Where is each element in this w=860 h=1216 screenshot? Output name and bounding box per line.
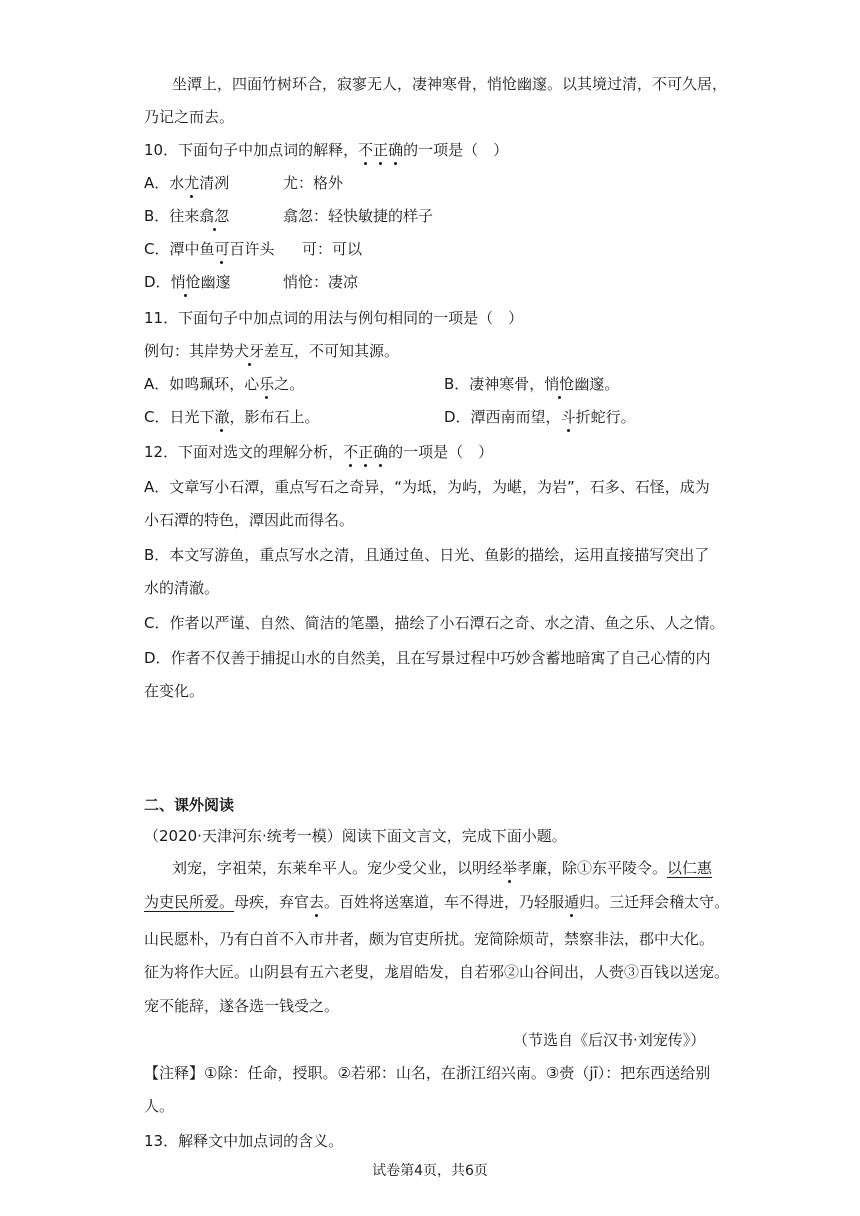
q11-example-dotted-word: 犬牙 (234, 342, 265, 360)
q12-option-a-line-2: 小石潭的特色，潭因此而得名。 (144, 511, 355, 529)
q10-option-a (144, 173, 229, 193)
q11-example (144, 341, 399, 361)
q10-c-post: 百许头 (229, 240, 275, 258)
passage1-line-1: 坐潭上，四面竹树环合，寂寥无人，凄神寒骨，悄怆幽邃。以其境过清，不可久居， (172, 75, 728, 93)
q10-option-c (144, 239, 275, 259)
q12-option-d-line-1: D．作者不仅善于捕捉山水的自然美，且在写景过程中巧妙含蓄地暗寓了自己心情的内 (144, 649, 711, 667)
notes-label: 【注释】 (144, 1064, 205, 1082)
q10-option-b (144, 206, 229, 226)
passage2-line-1 (172, 858, 712, 878)
q10-d-dotted-word: 悄怆 (170, 273, 201, 291)
passage2-source: （节选自《后汉书·刘宠传》） (513, 1031, 706, 1049)
passage2-l2-text-a: 母疾，弃官 (234, 893, 310, 911)
q10-a-pre: A．水 (144, 174, 185, 192)
q11-d-post: 折蛇行。 (575, 408, 636, 426)
q12-stem-text: 12．下面对选文的理解分析， (144, 443, 344, 461)
passage2-line-4: 征为将作大匠。山阴县有五六老叟，尨眉皓发，自若邪②山谷间出，人赍③百钱以送宠。 (144, 963, 730, 981)
q10-stem-tail: 的一项是（ ） (403, 141, 509, 159)
q12-option-a-line-1: A．文章写小石潭，重点写石之奇异，“为坻，为屿，为嵁，为岩”，石多、石怪，成为 (144, 478, 710, 496)
q11-d-pre: D．潭西南而望， (444, 408, 561, 426)
section-heading: 二、课外阅读 (144, 796, 235, 814)
q11-c-post: ，影布石上。 (229, 408, 320, 426)
passage2-line-5: 宠不能辞，遂各选一钱受之。 (144, 997, 340, 1015)
passage2-dotted-dun: 遁 (564, 893, 580, 911)
passage2-dotted-ju: 举 (502, 859, 518, 877)
q10-b-dotted-word: 翕忽 (199, 207, 230, 225)
passage1-line-2: 乃记之而去。 (144, 108, 235, 126)
passage2-underlined-1: 以仁惠 (667, 859, 713, 877)
q10-a-post: 清冽 (199, 174, 230, 192)
q11-example-post: 差互，不可知其源。 (264, 342, 400, 360)
q10-c-dotted-word: 可 (214, 240, 230, 258)
q11-stem: 11．下面句子中加点词的用法与例句相同的一项是（ ） (144, 309, 524, 327)
q11-a-post: 之。 (274, 375, 305, 393)
notes-text-1: ①除：任命，授职。②若邪：山名，在浙江绍兴南。③赍（jī）：把东西送给别 (204, 1064, 711, 1082)
section-source-line: （2020·天津河东·统考一模）阅读下面文言文，完成下面小题。 (144, 827, 567, 845)
q10-a-dotted-word: 尤 (184, 174, 200, 192)
q11-example-pre: 例句：其岸势 (144, 342, 235, 360)
q11-b-dotted-word: 悄怆 (544, 375, 575, 393)
q11-a-dotted-word: 乐 (259, 375, 275, 393)
q11-option-a (144, 374, 304, 394)
q10-stem (144, 140, 508, 160)
q10-b-pre: B．往来 (144, 207, 200, 225)
q12-option-d-line-2: 在变化。 (144, 682, 205, 700)
passage2-l2-text-b: 。百姓将送塞道，车不得进，乃轻服 (324, 893, 565, 911)
q11-option-b (444, 374, 619, 394)
passage2-l1-text-b: 孝廉，除①东平陵令。 (517, 859, 668, 877)
q11-b-post: 幽邃。 (574, 375, 620, 393)
q12-option-c: C．作者以严谨、自然、简洁的笔墨，描绘了小石潭石之奇、水之清、鱼之乐、人之情。 (144, 614, 725, 632)
q10-option-d (144, 272, 231, 292)
q10-d-pre: D． (144, 273, 171, 291)
q10-option-a-gloss: 尤：格外 (283, 174, 344, 192)
q11-d-dotted-word: 斗 (560, 408, 576, 426)
q13-stem: 13．解释文中加点词的含义。 (144, 1132, 344, 1150)
q11-c-dotted-word: 澈 (214, 408, 230, 426)
q10-stem-text: 10．下面句子中加点词的解释， (144, 141, 359, 159)
q11-option-d (444, 407, 636, 427)
notes-line-1 (144, 1063, 710, 1083)
q10-option-b-gloss: 翕忽：轻快敏捷的样子 (283, 207, 434, 225)
page-footer: 试卷第4页，共6页 (372, 1163, 488, 1179)
q11-c-pre: C．日光下 (144, 408, 215, 426)
q12-stem-tail: 的一项是（ ） (388, 443, 494, 461)
q11-option-c (144, 407, 320, 427)
q10-emphasis: 不正确 (358, 141, 404, 159)
q10-option-c-gloss: 可：可以 (302, 240, 363, 258)
q12-option-b-line-1: B．本文写游鱼，重点写水之清，且通过鱼、日光、鱼影的描绘，运用直接描写突出了 (144, 546, 710, 564)
q12-option-b-line-2: 水的清澈。 (144, 579, 220, 597)
passage2-line-3: 山民愿朴，乃有白首不入市井者，颇为官吏所扰。宠简除烦苛，禁察非法，郡中大化。 (144, 930, 715, 948)
notes-line-2: 人。 (144, 1097, 175, 1115)
passage2-l2-text-c: 归。三迁拜会稽太守。 (579, 893, 730, 911)
q12-emphasis: 不正确 (343, 443, 389, 461)
passage2-underlined-2: 为吏民所爱。 (144, 893, 235, 911)
passage2-dotted-qu: 去 (309, 893, 325, 911)
q10-c-pre: C．潭中鱼 (144, 240, 215, 258)
q10-d-post: 幽邃 (200, 273, 231, 291)
q11-a-pre: A．如鸣珮环，心 (144, 375, 260, 393)
q10-option-d-gloss: 悄怆：凄凉 (283, 273, 359, 291)
passage2-l1-text: 刘宠，字祖荣，东莱牟平人。宠少受父业，以明经 (172, 859, 503, 877)
passage2-line-2 (144, 892, 729, 912)
q11-b-pre: B．凄神寒骨， (444, 375, 545, 393)
q12-stem (144, 442, 493, 462)
